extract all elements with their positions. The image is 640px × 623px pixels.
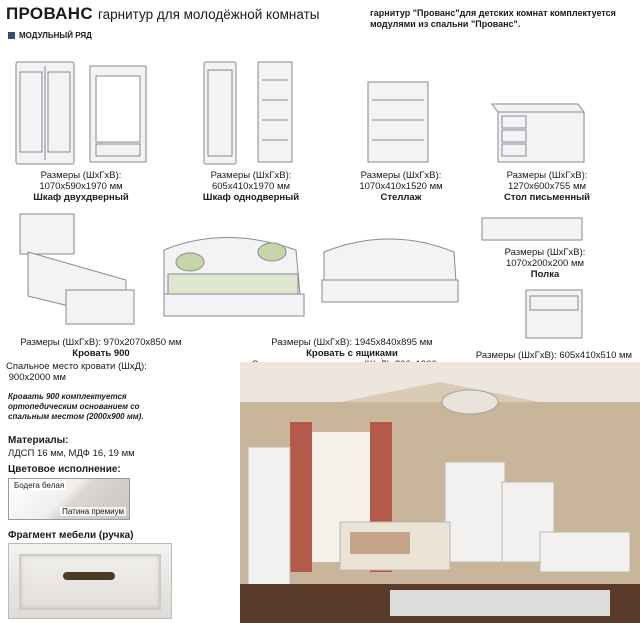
handle-icon: [63, 572, 115, 580]
size-value: 1270х600х755 мм: [507, 181, 587, 192]
page-subtitle: гарнитур для молодёжной комнаты: [98, 7, 320, 22]
item-name: Полка: [530, 269, 560, 280]
size-label: Размеры (ШхГхВ):: [210, 170, 292, 181]
caption-wall-shelf: [470, 247, 620, 280]
caption-wardrobe-one-door: [176, 170, 326, 203]
size-label: Размеры (ШхГхВ):: [360, 170, 442, 181]
caption-desk: [472, 170, 622, 203]
caption-bed-900-sleep: [6, 361, 147, 383]
drawer-panel: [19, 554, 161, 610]
bed-note: Кровать 900 комплектуется ортопедическим основанием со спальным местом (2000х900 мм).: [8, 392, 144, 421]
size-label: Размеры (ШхГхВ):: [506, 170, 588, 181]
item-name: Кровать 900: [72, 348, 130, 359]
swatch-label-bodega: Бодега белая: [14, 481, 65, 490]
fragment-heading: Фрагмент мебели (ручка): [8, 530, 134, 541]
size-line: Размеры (ШхГхВ): 970х2070х850 мм: [20, 337, 182, 348]
materials-text: ЛДСП 16 мм, МДФ 16, 19 мм: [8, 448, 135, 459]
handle-fragment-image: [8, 543, 172, 619]
size-value: 1070х410х1520 мм: [359, 181, 443, 192]
caption-bed-900: [6, 337, 196, 359]
item-name: Шкаф двухдверный: [33, 192, 129, 203]
intro-text: гарнитур "Прованс"для детских комнат комплектуется модулями из спальни "Прованс".: [370, 8, 616, 29]
materials-heading: Материалы:: [8, 435, 69, 446]
colors-heading: Цветовое исполнение:: [8, 464, 121, 475]
size-label: Размеры (ШхГхВ):: [40, 170, 122, 181]
item-name: Стеллаж: [380, 192, 422, 203]
item-name: Шкаф однодверный: [202, 192, 300, 203]
item-name: Стол письменный: [503, 192, 591, 203]
color-swatch: [8, 478, 130, 520]
size-line: Размеры (ШхГхВ): 1945х840х895 мм: [271, 337, 433, 348]
size-label: Размеры (ШхГхВ):: [504, 247, 586, 258]
item-name: Кровать с ящиками: [306, 348, 398, 359]
brand-title: ПРОВАНС: [6, 4, 93, 23]
size-value: 1070х590х1970 мм: [39, 181, 123, 192]
swatch-label-patina: Патина премиум: [62, 507, 124, 516]
size-line: Размеры (ШхГхВ): 605х410х510 мм: [475, 350, 633, 361]
series-label: МОДУЛЬНЫЙ РЯД: [19, 31, 92, 40]
interior-photo: [240, 362, 640, 623]
sleep-value: 900х2000 мм: [8, 372, 67, 383]
caption-wardrobe-two-door: [6, 170, 156, 203]
size-value: 605х410х1970 мм: [211, 181, 291, 192]
room-illustration: [240, 362, 640, 623]
caption-shelving: [326, 170, 476, 203]
size-value: 1070х200х200 мм: [505, 258, 585, 269]
sleep-label: Спальное место кровати (ШхД):: [6, 361, 147, 372]
